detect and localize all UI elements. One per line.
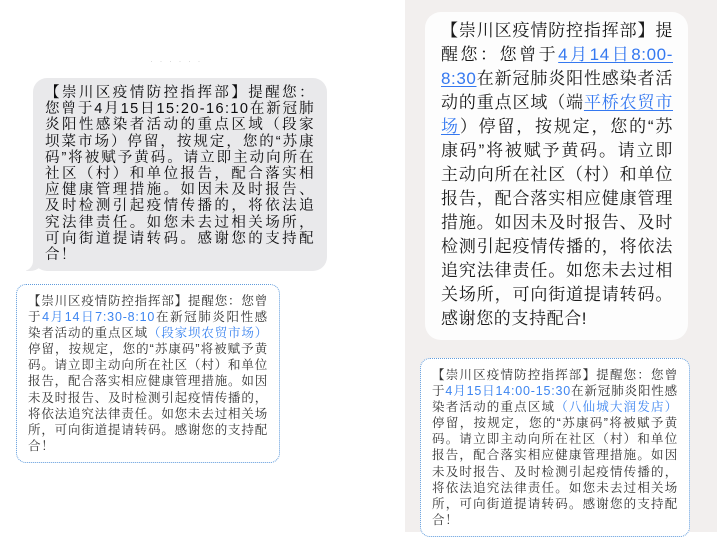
- datetime-highlight: 4月14日7:30-8:10: [42, 310, 156, 325]
- right-screenshot-panel: [405, 0, 717, 532]
- location-link[interactable]: 平桥农贸市场: [441, 93, 673, 136]
- sms-bubble-text: 【崇川区疫情防控指挥部】提醒您：您曾于4月15日15:20-16:10在新冠肺炎阳性感染者活动的重点区域（段家坝菜市场）停留，按规定，您的“苏康码”将被赋予黄码。请立即主动向所在社区（村）和单位报告，配合落实相应健康管理措施。如因未及时报告、及时检测引起疫情传播的，将依法追究法律责任。如您未去过相关场所，可向街道提请转码。感谢您的支持配合！: [45, 85, 315, 264]
- article-bubble-text: 【崇川区疫情防控指挥部】提醒您：您曾于4月14日8:00-8:30在新冠肺炎阳性感染者活动的重点区域（端平桥农贸市场）停留，按规定，您的“苏康码”将被赋予黄码。请立即主动向所在社区（村）和单位报告，配合落实相应健康管理措施。如因未及时报告、及时检测引起疫情传播的，将依法追究法律责任。如您未去过相关场所，可向街道提请转码。感谢您的支持配合!: [441, 21, 673, 328]
- location-highlight: （八仙城大润发店）: [555, 400, 679, 415]
- datetime-highlight: 4月15日14:00-15:30: [445, 384, 572, 399]
- location-highlight: （段家坝农贸市场）: [148, 326, 268, 341]
- notice-card-left: [16, 284, 280, 463]
- article-bubble: [425, 12, 688, 340]
- notice-card-right-text: 【崇川区疫情防控指挥部】提醒您：您曾于4月15日14:00-15:30在新冠肺炎阳性感染者活动的重点区域（八仙城大润发店）停留，按规定，您的“苏康码”将被赋予黄码。请立即主动向所在社区（村）和单位报告，配合落实相应健康管理措施。如因未及时报告、及时检测引起疫情传播的，将依法追究法律责任。如您未去过相关场所，可向街道提请转码。感谢您的支持配合！: [432, 368, 679, 527]
- notice-card-right: [420, 358, 690, 537]
- sms-bubble: [33, 78, 327, 271]
- datetime-link[interactable]: 4月14日8:00-8:30: [441, 45, 673, 88]
- notice-card-left-text: 【崇川区疫情防控指挥部】提醒您：您曾于4月14日7:30-8:10在新冠肺炎阳性感染者活动的重点区域（段家坝农贸市场）停留，按规定，您的“苏康码”将被赋予黄码。请立即主动向所在社区（村）和单位报告，配合落实相应健康管理措施。如因未及时报告、及时检测引起疫情传播的，将依法追究法律责任。如您未去过相关场所，可向街道提请转码。感谢您的支持配合！: [28, 294, 268, 453]
- faded-timestamp-artifact: · · · · · ·: [150, 56, 203, 66]
